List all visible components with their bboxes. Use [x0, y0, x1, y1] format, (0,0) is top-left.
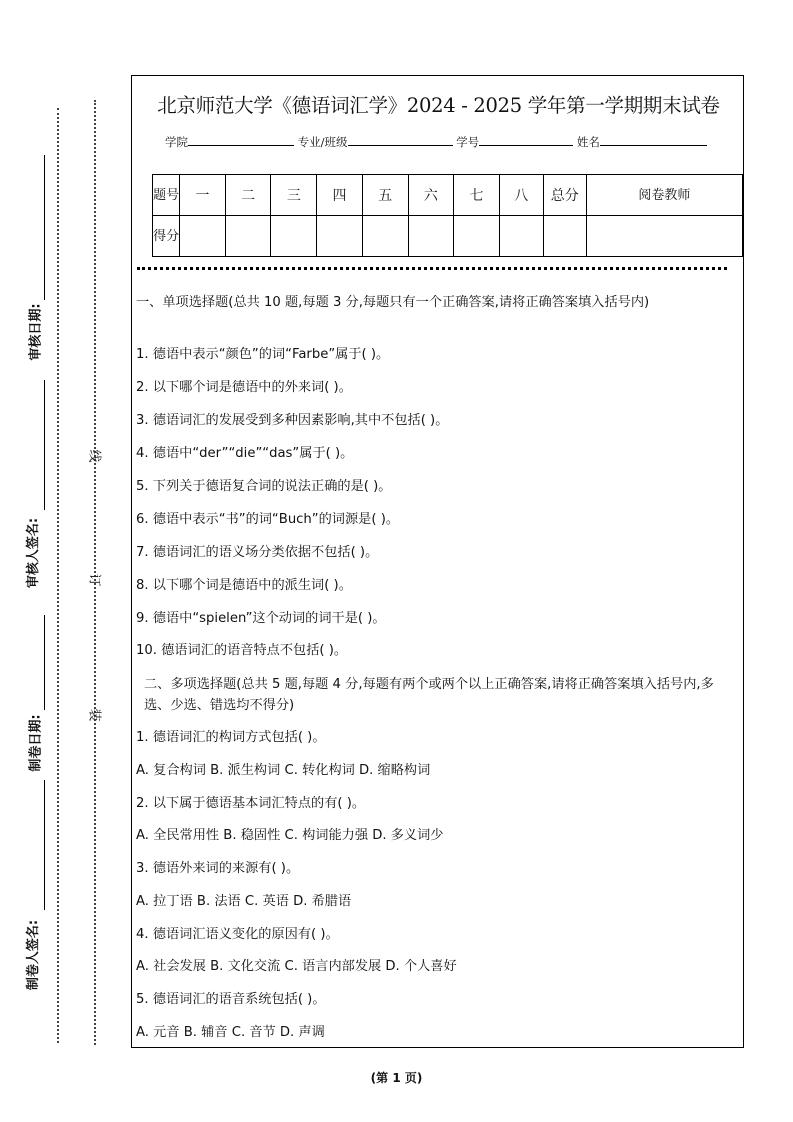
binding-char-line: 线 [86, 449, 102, 463]
s2-question-1: 1. 德语词汇的构词方式包括( )。 [136, 730, 326, 745]
s2-options-5: A. 元音 B. 辅音 C. 音节 D. 声调 [136, 1025, 325, 1040]
reviewer-signature-label: 审核人签名: [26, 517, 42, 589]
s1-question-9: 9. 德语中“spielen”这个动词的词干是( )。 [136, 611, 386, 626]
s1-question-4: 4. 德语中“der”“die”“das”属于( )。 [136, 446, 354, 461]
binding-dotted-line-outer [57, 108, 59, 1043]
score-cell-4[interactable] [317, 216, 363, 257]
score-row-label: 得分 [153, 216, 180, 257]
exam-title: 北京师范大学《德语词汇学》2024 - 2025 学年第一学期期末试卷 [157, 94, 720, 117]
score-table-score-row [153, 216, 743, 257]
s2-options-1: A. 复合构词 B. 派生构词 C. 转化构词 D. 缩略构词 [136, 763, 431, 778]
binding-char-staple: 订 [86, 573, 102, 587]
page-number: (第 1 页) [370, 1071, 423, 1085]
score-table-header-row [153, 175, 743, 216]
score-cell-8[interactable] [499, 216, 543, 257]
s1-question-3: 3. 德语词汇的发展受到多种因素影响,其中不包括( )。 [136, 413, 449, 428]
score-table [152, 174, 743, 257]
name-label: 姓名 [576, 135, 600, 149]
s2-options-2: A. 全民常用性 B. 稳固性 C. 构词能力强 D. 多义词少 [136, 828, 444, 843]
col-grader: 阅卷教师 [586, 175, 742, 216]
s2-question-3: 3. 德语外来词的来源有( )。 [136, 861, 300, 876]
s2-options-4: A. 社会发展 B. 文化交流 C. 语言内部发展 D. 个人喜好 [136, 959, 457, 974]
section2-heading: 二、多项选择题(总共 5 题,每题 4 分,每题有两个或两个以上正确答案,请将正确答案填入括号内,多选、少选、错选均不得分) [144, 677, 714, 713]
score-cell-grader[interactable] [586, 216, 742, 257]
col-2: 二 [225, 175, 271, 216]
col-1: 一 [180, 175, 226, 216]
major-blank[interactable] [348, 133, 453, 146]
score-cell-2[interactable] [225, 216, 271, 257]
review-date-line [44, 155, 45, 300]
s1-question-8: 8. 以下哪个词是德语中的派生词( )。 [136, 578, 352, 593]
score-cell-total[interactable] [543, 216, 586, 257]
student-id-label: 学号 [456, 135, 480, 149]
score-cell-5[interactable] [362, 216, 408, 257]
col-3: 三 [271, 175, 317, 216]
s1-question-7: 7. 德语词汇的语义场分类依据不包括( )。 [136, 545, 379, 560]
score-cell-1[interactable] [180, 216, 226, 257]
student-id-blank[interactable] [479, 133, 573, 146]
major-label: 专业/班级 [297, 135, 348, 149]
s2-question-2: 2. 以下属于德语基本词汇特点的有( )。 [136, 796, 366, 811]
s2-question-4: 4. 德语词汇语义变化的原因有( )。 [136, 927, 339, 942]
s2-question-5: 5. 德语词汇的语音系统包括( )。 [136, 992, 326, 1007]
col-6: 六 [408, 175, 454, 216]
col-5: 五 [362, 175, 408, 216]
name-blank[interactable] [600, 133, 707, 146]
section1-heading: 一、单项选择题(总共 10 题,每题 3 分,每题只有一个正确答案,请将正确答案填入括号内) [136, 295, 650, 310]
school-label: 学院 [165, 135, 188, 149]
s1-question-10: 10. 德语词汇的语音特点不包括( )。 [136, 643, 348, 658]
col-7: 七 [454, 175, 500, 216]
col-8: 八 [499, 175, 543, 216]
binding-char-bind: 装 [86, 708, 102, 722]
score-cell-6[interactable] [408, 216, 454, 257]
compile-date-label: 制卷日期: [28, 714, 44, 772]
s1-question-1: 1. 德语中表示“颜色”的词“Farbe”属于( )。 [136, 347, 390, 362]
compiler-signature-line [44, 780, 45, 910]
col-total: 总分 [543, 175, 586, 216]
reviewer-signature-line [44, 380, 45, 510]
exam-frame [131, 75, 744, 1048]
s1-question-6: 6. 德语中表示“书”的词“Buch”的词源是( )。 [136, 512, 400, 527]
student-info-row [165, 133, 707, 150]
s1-question-2: 2. 以下哪个词是德语中的外来词( )。 [136, 380, 352, 395]
col-4: 四 [317, 175, 363, 216]
score-cell-7[interactable] [454, 216, 500, 257]
compiler-signature-label: 制卷人签名: [26, 919, 42, 991]
compile-date-line [44, 615, 45, 710]
score-cell-3[interactable] [271, 216, 317, 257]
s2-options-3: A. 拉丁语 B. 法语 C. 英语 D. 希腊语 [136, 894, 352, 909]
s1-question-5: 5. 下列关于德语复合词的说法正确的是( )。 [136, 479, 392, 494]
header-row-label: 题号 [153, 175, 180, 216]
school-blank[interactable] [188, 133, 294, 146]
review-date-label: 审核日期: [28, 303, 44, 361]
dotted-divider [137, 267, 727, 270]
